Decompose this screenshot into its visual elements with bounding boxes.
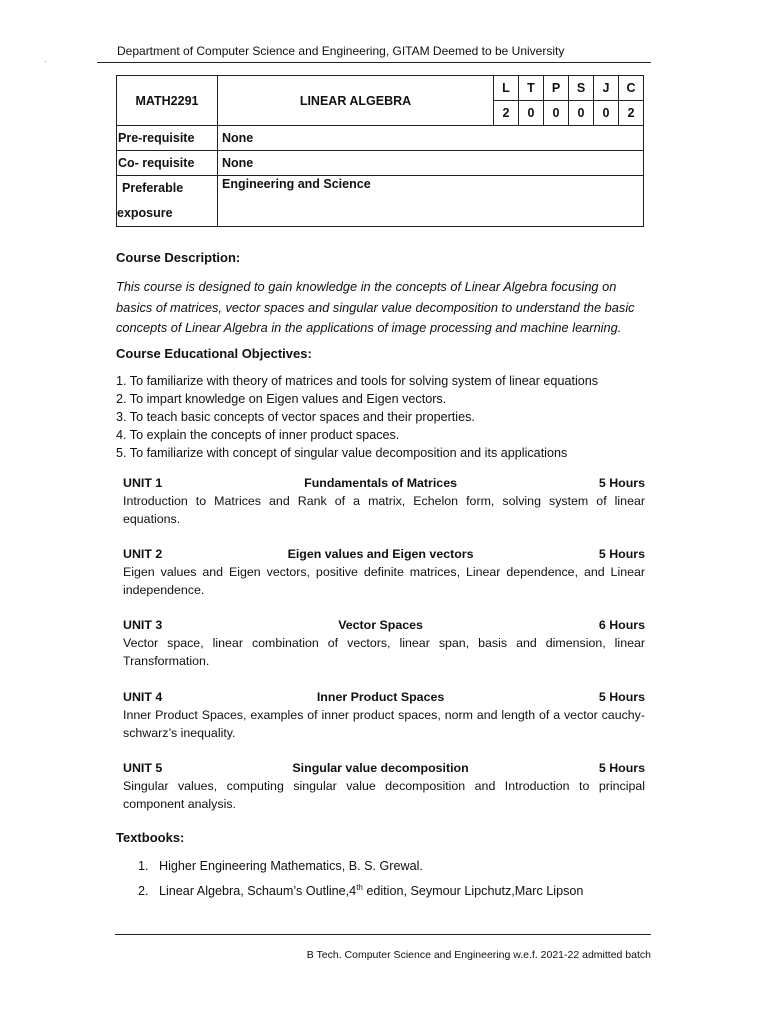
unit-body: Eigen values and Eigen vectors, positive definite matrices, Linear dependence, and Linear independence. xyxy=(123,565,645,597)
textbook-superscript: th xyxy=(356,883,363,892)
textbooks-list xyxy=(138,856,583,902)
unit-hours: 5 Hours xyxy=(598,547,645,561)
unit-label: UNIT 3 xyxy=(123,618,163,632)
unit-block xyxy=(123,759,645,813)
unit-title: Inner Product Spaces xyxy=(316,690,445,704)
unit-title: Singular value decomposition xyxy=(292,761,469,775)
ltpsjc-header: S xyxy=(569,76,594,101)
unit-label: UNIT 5 xyxy=(123,761,163,775)
unit-title: Eigen values and Eigen vectors xyxy=(287,547,474,561)
unit-hours: 5 Hours xyxy=(598,476,645,490)
unit-block xyxy=(123,688,645,742)
preferable-value: Engineering and Science xyxy=(218,176,644,227)
ltpsjc-value: 0 xyxy=(544,101,569,126)
unit-block xyxy=(123,616,645,670)
textbook-number: 2. xyxy=(138,884,149,899)
ltpsjc-header: T xyxy=(519,76,544,101)
textbook-number: 1. xyxy=(138,859,149,873)
ltpsjc-header: J xyxy=(594,76,619,101)
preferable-label xyxy=(117,176,218,227)
textbooks-heading: Textbooks: xyxy=(116,830,185,845)
ltpsjc-value: 0 xyxy=(519,101,544,126)
unit-label: UNIT 2 xyxy=(123,547,163,561)
unit-hours: 5 Hours xyxy=(598,761,645,775)
ltpsjc-value: 0 xyxy=(594,101,619,126)
stray-mark: · xyxy=(44,57,47,66)
corequisite-label: Co- requisite xyxy=(117,151,218,176)
objective-item: 2. To impart knowledge on Eigen values and Eigen vectors. xyxy=(116,392,447,406)
page-header: Department of Computer Science and Engineering, GITAM Deemed to be University xyxy=(117,44,565,58)
unit-title: Vector Spaces xyxy=(338,618,423,632)
unit-body: Introduction to Matrices and Rank of a matrix, Echelon form, solving system of linear equations. xyxy=(123,494,645,526)
textbook-item xyxy=(138,856,583,877)
objective-item: 5. To familiarize with concept of singular value decomposition and its applications xyxy=(116,446,568,460)
unit-title: Fundamentals of Matrices xyxy=(304,476,457,490)
unit-body: Vector space, linear combination of vectors, linear span, basis and dimension, linear Transformation. xyxy=(123,636,645,668)
page-footer: B Tech. Computer Science and Engineering w.e.f. 2021-22 admitted batch xyxy=(306,949,651,961)
ltpsjc-value: 2 xyxy=(494,101,519,126)
unit-hours: 6 Hours xyxy=(598,618,645,632)
unit-body: Inner Product Spaces, examples of inner product spaces, norm and length of a vector cauchy-schwarz’s inequality. xyxy=(123,708,645,740)
objectives-list xyxy=(116,372,598,462)
unit-body: Singular values, computing singular value decomposition and Introduction to principal component analysis. xyxy=(123,779,645,811)
header-rule xyxy=(97,62,651,63)
objective-item: 1. To familiarize with theory of matrices and tools for solving system of linear equations xyxy=(116,374,599,388)
unit-block xyxy=(123,545,645,599)
unit-hours: 5 Hours xyxy=(598,690,645,704)
course-info-table xyxy=(116,75,644,227)
textbook-text: Higher Engineering Mathematics, B. S. Grewal. xyxy=(159,859,423,873)
ltpsjc-header: C xyxy=(619,76,644,101)
ltpsjc-header: L xyxy=(494,76,519,101)
unit-block xyxy=(123,474,645,528)
prerequisite-label: Pre-requisite xyxy=(117,126,218,151)
course-code: MATH2291 xyxy=(117,76,218,126)
course-title: LINEAR ALGEBRA xyxy=(218,76,494,126)
textbook-item xyxy=(138,877,583,902)
course-description-text: This course is designed to gain knowledge in the concepts of Linear Algebra focusing on basics of matrices, vector spaces and singular value decomposition to understand the basic concepts of Linear Algebra in the applications of image processing and machine learning. xyxy=(116,279,635,335)
objective-item: 4. To explain the concepts of inner product spaces. xyxy=(116,428,400,442)
preferable-label-line1: Preferable xyxy=(122,181,184,195)
corequisite-value: None xyxy=(218,151,644,176)
unit-label: UNIT 1 xyxy=(123,476,163,490)
objectives-heading: Course Educational Objectives: xyxy=(116,346,312,361)
ltpsjc-value: 2 xyxy=(619,101,644,126)
footer-rule xyxy=(115,934,651,935)
textbook-text: Linear Algebra, Schaum’s Outline,4 xyxy=(159,884,357,899)
objective-item: 3. To teach basic concepts of vector spaces and their properties. xyxy=(116,410,475,424)
preferable-label-line2: exposure xyxy=(117,206,173,220)
ltpsjc-value: 0 xyxy=(569,101,594,126)
prerequisite-value: None xyxy=(218,126,644,151)
ltpsjc-header: P xyxy=(544,76,569,101)
unit-label: UNIT 4 xyxy=(123,690,163,704)
textbook-text-rest: edition, Seymour Lipchutz,Marc Lipson xyxy=(362,884,584,899)
course-description-heading: Course Description: xyxy=(116,250,241,265)
